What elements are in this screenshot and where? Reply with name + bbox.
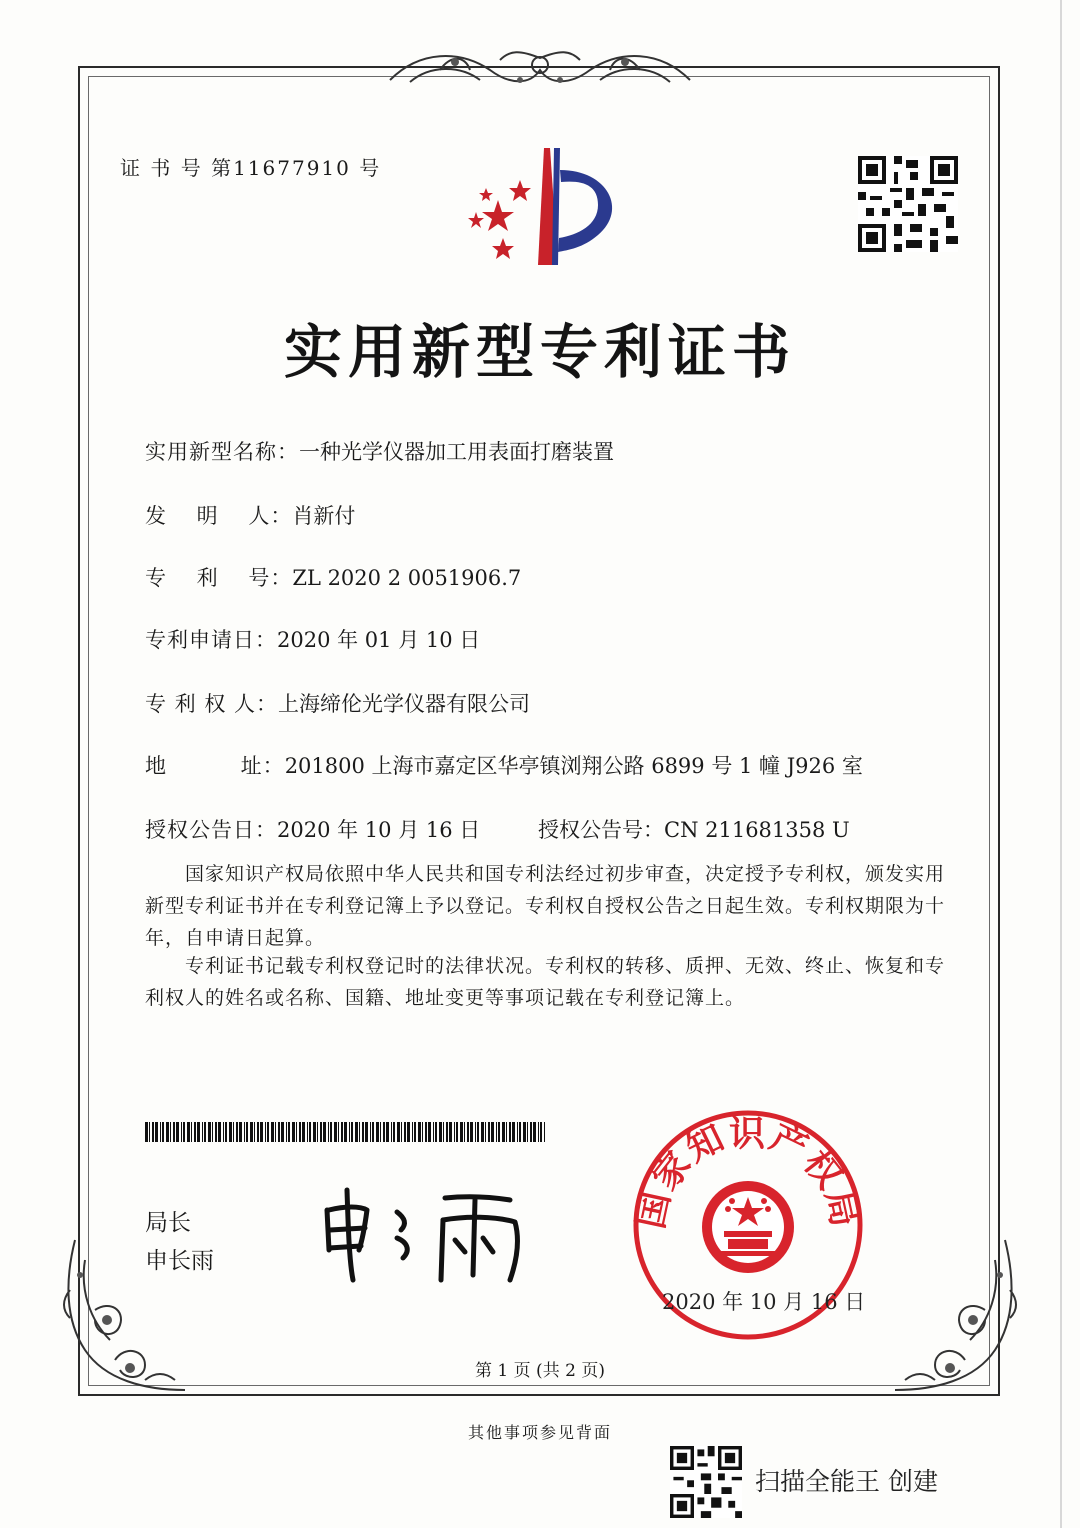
field-value: ZL 2020 2 0051906.7 <box>292 566 522 590</box>
page-edge-shadow <box>1060 0 1062 1528</box>
barcode-bar <box>383 1122 385 1142</box>
field-label: 专 利 号： <box>145 566 293 590</box>
barcode-bar <box>309 1122 311 1142</box>
barcode-bar <box>477 1122 479 1142</box>
barcode-bar <box>386 1122 389 1142</box>
barcode-bar <box>454 1122 455 1142</box>
field-value: 201800 上海市嘉定区华亭镇浏翔公路 6899 号 1 幢 J926 室 <box>284 754 863 778</box>
barcode-bar <box>204 1122 206 1142</box>
seal-text: 国家知识产权局 <box>630 1113 866 1233</box>
field-label: 地 址： <box>145 754 285 778</box>
barcode-bar <box>307 1122 308 1142</box>
field-application-date <box>145 624 480 654</box>
barcode-bar <box>456 1122 458 1142</box>
barcode-bar <box>523 1122 526 1142</box>
cert-no-label: 证 书 号 第 <box>120 156 234 180</box>
barcode-bar <box>496 1122 497 1142</box>
barcode-bar <box>239 1122 242 1142</box>
barcode-bar <box>334 1122 337 1142</box>
barcode-bar <box>506 1122 507 1142</box>
cert-no-value: 11677910 <box>233 156 351 180</box>
barcode-bar <box>223 1122 224 1142</box>
barcode-bar <box>460 1122 463 1142</box>
scanner-qr-code-icon <box>670 1446 742 1518</box>
barcode-bar <box>267 1122 269 1142</box>
barcode-bar <box>519 1122 521 1142</box>
barcode-bar <box>341 1122 343 1142</box>
barcode-bar <box>538 1122 539 1142</box>
field-inventor <box>145 500 355 530</box>
barcode-bar <box>428 1122 431 1142</box>
barcode-bar <box>349 1122 350 1142</box>
barcode-bar <box>288 1122 290 1142</box>
barcode-bar <box>275 1122 276 1142</box>
barcode-bar <box>296 1122 297 1142</box>
field-label: 专利申请日： <box>145 628 277 652</box>
barcode-bar <box>208 1122 211 1142</box>
barcode-bar <box>502 1122 505 1142</box>
barcode-bar <box>446 1122 448 1142</box>
barcode-bar <box>265 1122 266 1142</box>
barcode-bar <box>212 1122 213 1142</box>
barcode-bar <box>449 1122 452 1142</box>
barcode-bar <box>355 1122 358 1142</box>
field-label: 授权公告日： <box>145 818 277 842</box>
barcode-bar <box>191 1122 192 1142</box>
barcode-bar <box>183 1122 185 1142</box>
field-patent-number <box>145 562 521 592</box>
field-value: 一种光学仪器加工用表面打磨装置 <box>299 440 614 464</box>
field-utility-model-name <box>145 436 614 466</box>
barcode-bar <box>533 1122 536 1142</box>
cnipa-logo-icon <box>458 140 628 270</box>
director-name: 申长雨 <box>145 1248 214 1274</box>
field-value: 上海缔伦光学仪器有限公司 <box>278 692 531 716</box>
barcode-bar <box>475 1122 476 1142</box>
director-title: 局长 <box>145 1210 191 1236</box>
field-label: 实用新型名称： <box>145 440 299 464</box>
barcode-bar <box>260 1122 263 1142</box>
barcode-bar <box>443 1122 444 1142</box>
barcode-bar <box>330 1122 332 1142</box>
field-label: 授权公告号： <box>538 818 664 842</box>
barcode-bar <box>470 1122 473 1142</box>
cert-no-suffix: 号 <box>359 156 382 180</box>
barcode-bar <box>418 1122 421 1142</box>
barcode-icon <box>145 1122 545 1142</box>
top-ornament-icon <box>380 40 700 100</box>
seal-date: 2020 年 10 月 16 日 <box>662 1290 866 1314</box>
barcode-bar <box>509 1122 511 1142</box>
field-label: 发 明 人： <box>145 504 293 528</box>
field-value: CN 211681358 U <box>664 818 850 842</box>
barcode-bar <box>527 1122 528 1142</box>
barcode-bar <box>530 1122 532 1142</box>
barcode-bar <box>145 1122 148 1142</box>
barcode-bar <box>464 1122 465 1142</box>
barcode-bar <box>225 1122 227 1142</box>
barcode-bar <box>278 1122 280 1142</box>
barcode-bar <box>414 1122 416 1142</box>
barcode-bar <box>439 1122 442 1142</box>
barcode-bar <box>481 1122 484 1142</box>
barcode-bar <box>407 1122 410 1142</box>
field-address <box>145 750 863 780</box>
barcode-bar <box>281 1122 284 1142</box>
barcode-bar <box>544 1122 545 1142</box>
barcode-bar <box>425 1122 427 1142</box>
barcode-bar <box>166 1122 169 1142</box>
barcode-bar <box>320 1122 322 1142</box>
barcode-bar <box>328 1122 329 1142</box>
barcode-bar <box>173 1122 175 1142</box>
barcode-bar <box>149 1122 150 1142</box>
barcode-bar <box>517 1122 518 1142</box>
certificate-number <box>120 152 381 181</box>
barcode-bar <box>187 1122 190 1142</box>
barcode-bar <box>271 1122 274 1142</box>
handwritten-signature-icon <box>315 1180 545 1290</box>
barcode-bar <box>233 1122 234 1142</box>
barcode-bar <box>380 1122 381 1142</box>
barcode-bar <box>391 1122 392 1142</box>
barcode-bar <box>491 1122 494 1142</box>
barcode-bar <box>215 1122 217 1142</box>
barcode-bar <box>292 1122 295 1142</box>
field-grant-number <box>538 814 850 844</box>
barcode-bar <box>202 1122 203 1142</box>
barcode-bar <box>257 1122 259 1142</box>
barcode-bar <box>422 1122 423 1142</box>
barcode-bar <box>317 1122 318 1142</box>
barcode-bar <box>351 1122 353 1142</box>
barcode-bar <box>250 1122 253 1142</box>
barcode-bar <box>313 1122 316 1142</box>
barcode-bar <box>302 1122 305 1142</box>
field-patentee <box>145 688 530 718</box>
barcode-bar <box>488 1122 490 1142</box>
barcode-bar <box>170 1122 171 1142</box>
barcode-bar <box>155 1122 158 1142</box>
barcode-bar <box>323 1122 326 1142</box>
barcode-bar <box>160 1122 161 1142</box>
barcode-bar <box>376 1122 379 1142</box>
legal-paragraph-1: 国家知识产权局依照中华人民共和国专利法经过初步审查，决定授予专利权，颁发实用新型专利证书并在专利登记簿上予以登记。专利权自授权公告之日起生效。专利权期限为十年，自申请日起算。 <box>145 863 946 949</box>
qr-code-icon <box>858 156 958 252</box>
barcode-bar <box>344 1122 347 1142</box>
barcode-bar <box>197 1122 200 1142</box>
field-value: 2020 年 10 月 16 日 <box>277 818 481 842</box>
barcode-bar <box>498 1122 500 1142</box>
barcode-bar <box>162 1122 164 1142</box>
barcode-bar <box>229 1122 232 1142</box>
barcode-bar <box>254 1122 255 1142</box>
barcode-bar <box>338 1122 339 1142</box>
barcode-bar <box>393 1122 395 1142</box>
legal-paragraph-2: 专利证书记载专利权登记时的法律状况。专利权的转移、质押、无效、终止、恢复和专利权人的姓名或名称、国籍、地址变更等事项记载在专利登记簿上。 <box>145 955 946 1009</box>
barcode-bar <box>397 1122 400 1142</box>
field-grant-date <box>145 814 480 844</box>
barcode-bar <box>246 1122 248 1142</box>
certificate-title: 实用新型专利证书 <box>283 318 796 386</box>
scanner-watermark: 扫描全能王 创建 <box>755 1467 938 1496</box>
barcode-bar <box>176 1122 179 1142</box>
barcode-bar <box>370 1122 371 1142</box>
back-note: 其他事项参见背面 <box>467 1423 612 1442</box>
barcode-bar <box>540 1122 542 1142</box>
barcode-bar <box>435 1122 437 1142</box>
barcode-bar <box>244 1122 245 1142</box>
barcode-bar <box>433 1122 434 1142</box>
barcode-bar <box>365 1122 368 1142</box>
barcode-bar <box>359 1122 360 1142</box>
barcode-bar <box>404 1122 406 1142</box>
barcode-bar <box>362 1122 364 1142</box>
barcode-bar <box>467 1122 469 1142</box>
barcode-bar <box>401 1122 402 1142</box>
barcode-bar <box>299 1122 301 1142</box>
barcode-bar <box>181 1122 182 1142</box>
barcode-bar <box>236 1122 238 1142</box>
field-label: 专 利 权 人： <box>145 692 279 716</box>
barcode-bar <box>152 1122 154 1142</box>
barcode-bar <box>485 1122 486 1142</box>
field-value: 2020 年 01 月 10 日 <box>277 628 481 652</box>
barcode-bar <box>218 1122 221 1142</box>
barcode-bar <box>286 1122 287 1142</box>
barcode-bar <box>372 1122 374 1142</box>
field-value: 肖新付 <box>292 504 356 528</box>
page-number: 第 1 页 (共 2 页) <box>475 1361 605 1381</box>
barcode-bar <box>194 1122 196 1142</box>
barcode-bar <box>512 1122 515 1142</box>
barcode-bar <box>412 1122 413 1142</box>
